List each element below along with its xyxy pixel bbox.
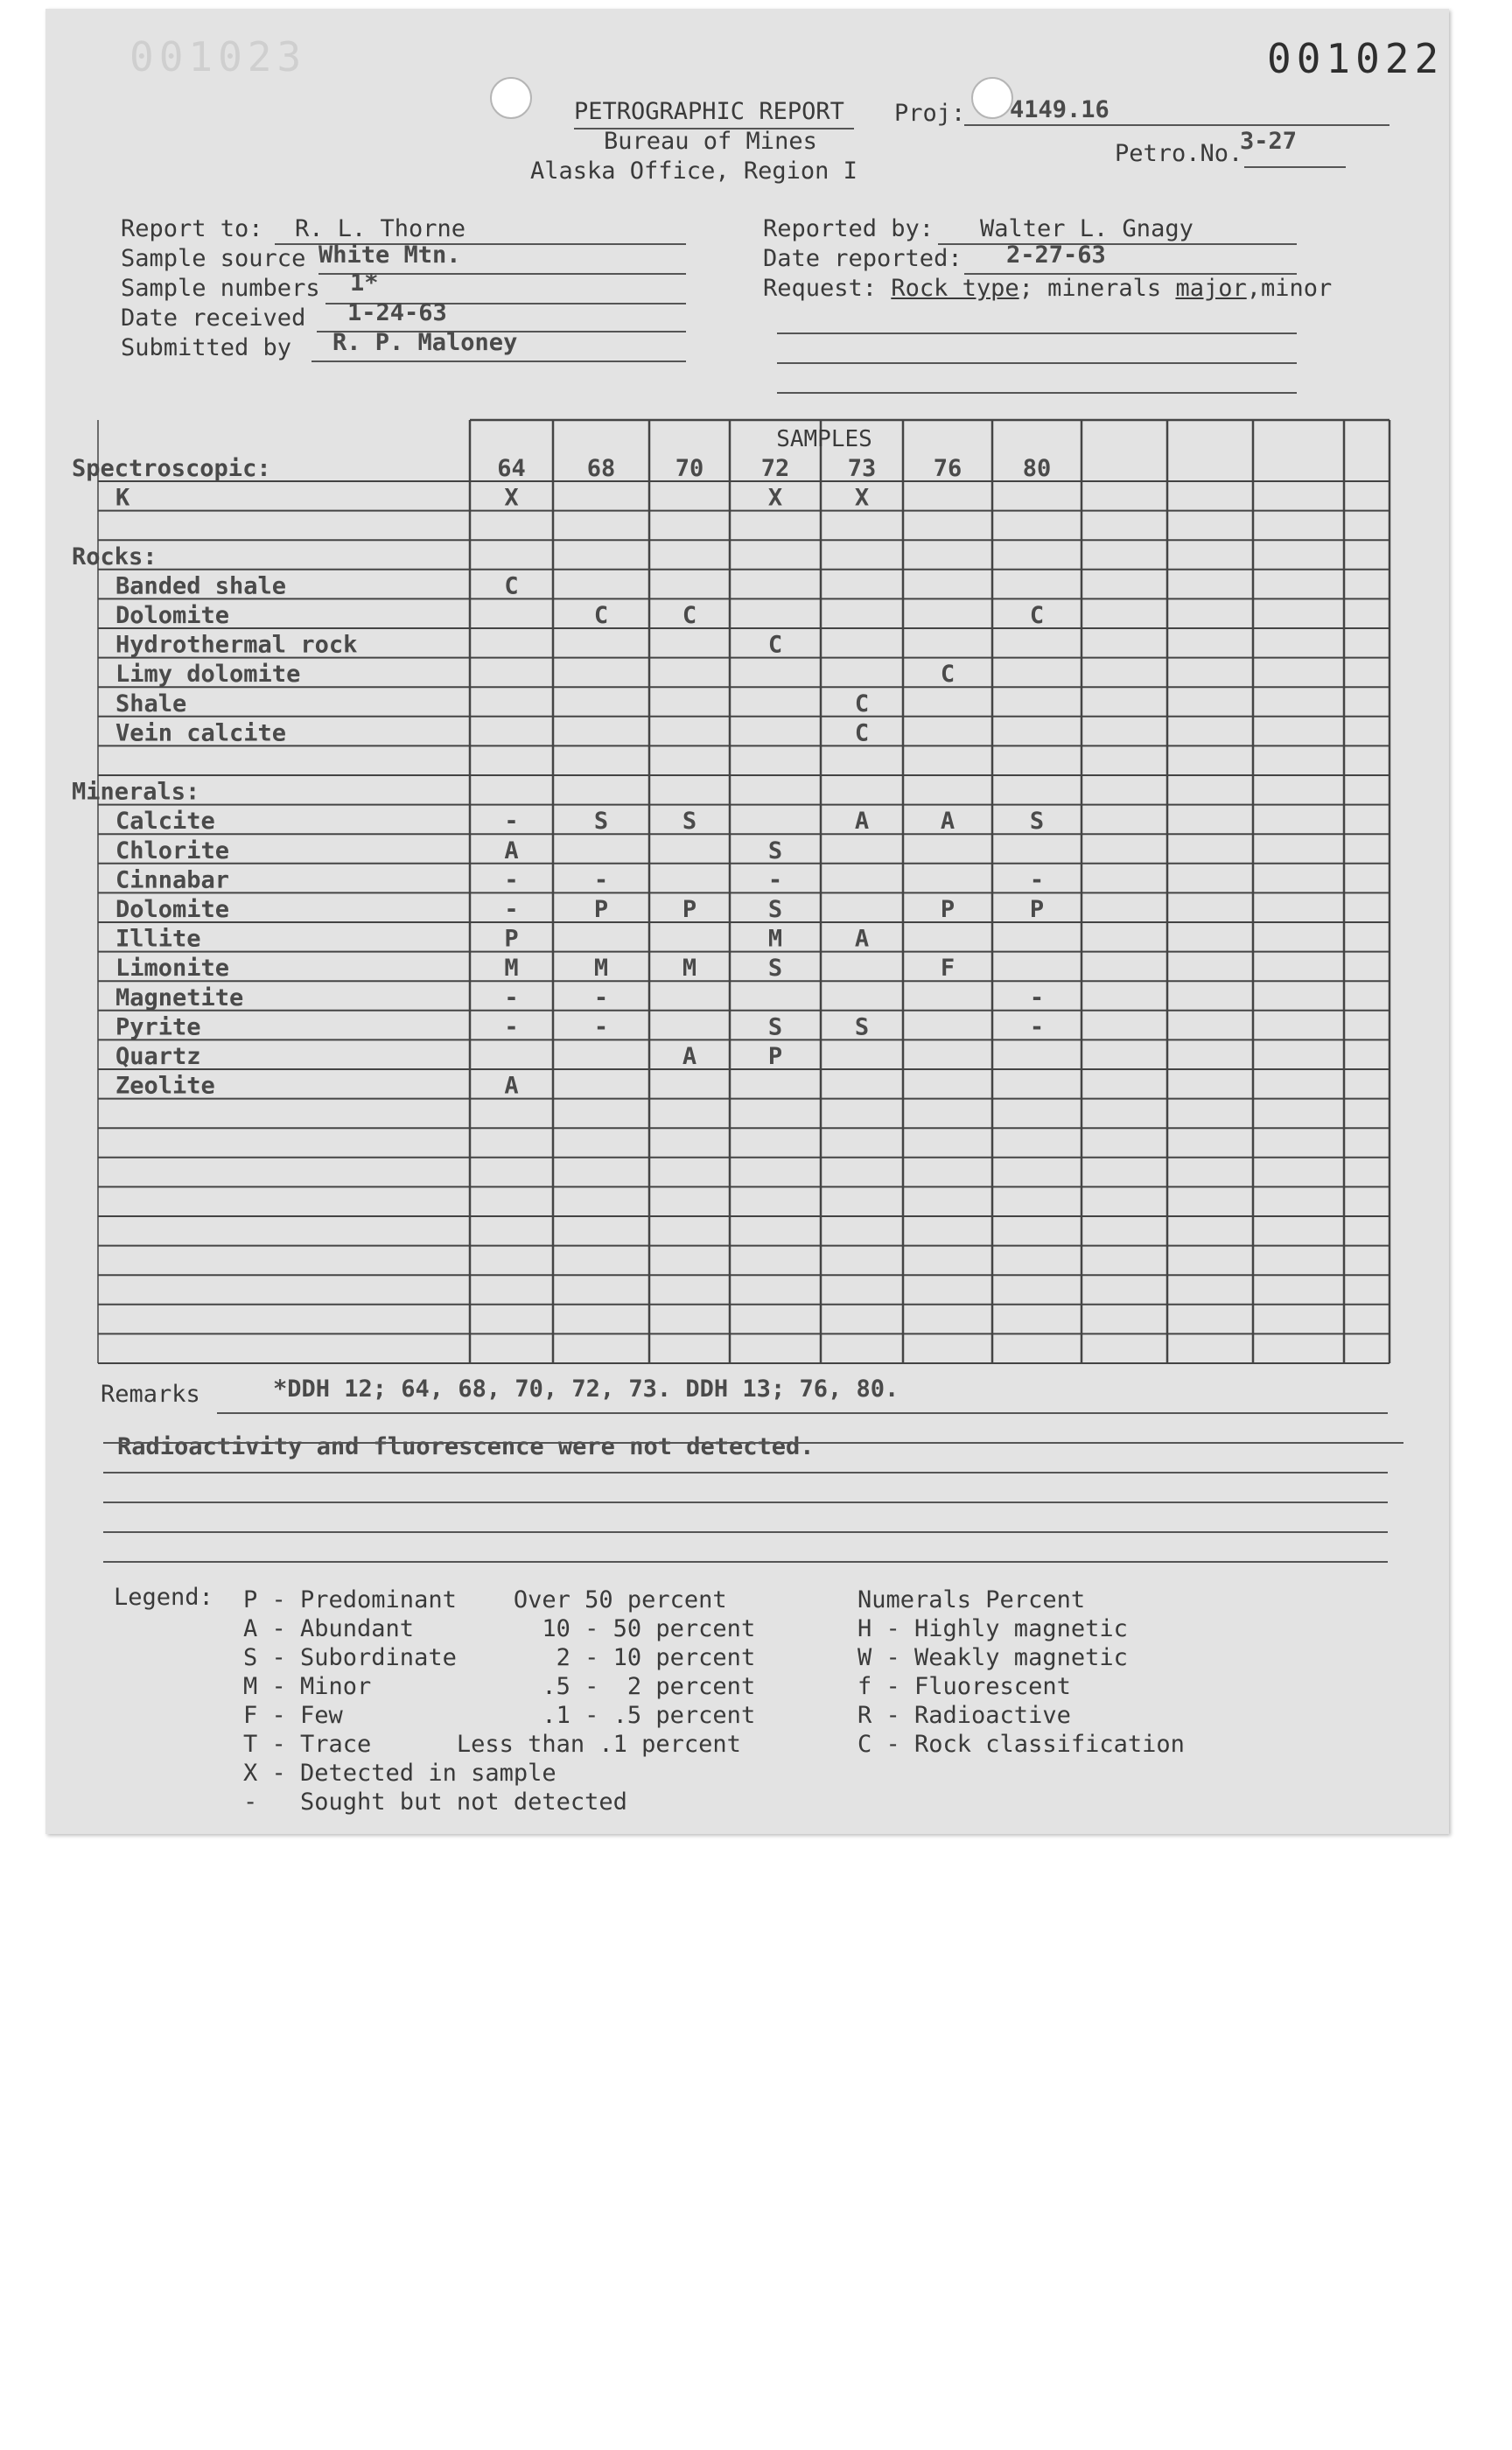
table-cell: C: [940, 661, 956, 689]
remarks-line-1: *DDH 12; 64, 68, 70, 72, 73. DDH 13; 76, 80.: [273, 1376, 900, 1403]
table-cell: M: [593, 955, 609, 983]
table-cell: C: [593, 602, 609, 629]
office-name: Alaska Office, Region I: [530, 158, 858, 185]
report-to-value: R. L. Thorne: [295, 215, 466, 242]
submitted-by-label: Submitted by: [121, 334, 292, 361]
legend-entry: S - Subordinate 2 - 10 percent: [243, 1644, 756, 1671]
legend-entry: A - Abundant 10 - 50 percent: [243, 1615, 756, 1642]
legend-entry: Numerals Percent: [858, 1586, 1086, 1614]
row-label: Vein calcite: [116, 719, 287, 747]
table-cell: -: [504, 896, 519, 923]
request-mid: ; minerals: [1018, 275, 1176, 302]
petro-value: 3-27: [1240, 128, 1298, 155]
row-label: Shale: [116, 690, 187, 718]
table-cell: 64: [497, 455, 526, 482]
row-label: Quartz: [116, 1043, 201, 1070]
table-cell: A: [682, 1043, 697, 1070]
row-label: Dolomite: [116, 896, 230, 923]
sample-source-label: Sample source: [121, 245, 306, 272]
table-cell: -: [1029, 984, 1045, 1012]
table-cell: -: [767, 866, 783, 894]
table-cell: P: [593, 896, 609, 923]
table-cell: S: [593, 808, 609, 836]
table-cell: -: [593, 1013, 609, 1041]
report-title: PETROGRAPHIC REPORT: [574, 98, 844, 125]
table-cell: 73: [847, 455, 877, 482]
table-cell: S: [1029, 808, 1045, 836]
table-cell: C: [854, 719, 870, 747]
row-label: Illite: [116, 925, 201, 953]
remarks-label: Remarks: [101, 1381, 200, 1408]
table-cell: M: [504, 955, 519, 983]
ghost-document-number: 001023: [130, 33, 307, 80]
table-cell: -: [504, 1013, 519, 1041]
row-label: Cinnabar: [116, 866, 230, 894]
document-number: 001022: [1267, 35, 1445, 82]
row-label: Limonite: [116, 955, 230, 983]
report-sheet: [46, 9, 1449, 1834]
table-cell: P: [940, 896, 956, 923]
legend-entry: C - Rock classification: [858, 1731, 1185, 1758]
row-label: Hydrothermal rock: [116, 631, 358, 659]
request-label: Request:: [763, 275, 878, 302]
row-label: Magnetite: [116, 984, 244, 1012]
table-cell: P: [504, 925, 519, 953]
legend-entry: - Sought but not detected: [243, 1788, 627, 1816]
legend-entry: F - Few .1 - .5 percent: [243, 1702, 756, 1729]
report-to-label: Report to:: [121, 215, 263, 242]
sample-numbers-label: Sample numbers: [121, 275, 320, 302]
row-label: Calcite: [116, 808, 215, 836]
table-cell: -: [504, 808, 519, 836]
row-label: Pyrite: [116, 1013, 201, 1041]
legend-label: Legend:: [114, 1584, 214, 1611]
table-cell: S: [854, 1013, 870, 1041]
table-cell: S: [767, 1013, 783, 1041]
table-cell: 68: [586, 455, 616, 482]
section-label: Minerals:: [72, 778, 200, 806]
row-label: K: [116, 484, 130, 512]
legend-entry: X - Detected in sample: [243, 1760, 556, 1787]
legend-entry: P - Predominant Over 50 percent: [243, 1586, 727, 1614]
date-reported-label: Date reported:: [763, 245, 962, 272]
table-cell: S: [682, 808, 697, 836]
table-cell: -: [1029, 1013, 1045, 1041]
row-label: Dolomite: [116, 602, 230, 629]
legend-right-column: [858, 1586, 1185, 1759]
reported-by-value: Walter L. Gnagy: [980, 215, 1194, 242]
table-cell: X: [504, 484, 519, 512]
table-cell: X: [767, 484, 783, 512]
row-label: Zeolite: [116, 1072, 215, 1100]
request-major: major: [1175, 275, 1247, 302]
table-cell: S: [767, 836, 783, 864]
legend-entry: W - Weakly magnetic: [858, 1644, 1128, 1671]
date-received-value: 1-24-63: [347, 299, 447, 326]
table-cell: -: [1029, 866, 1045, 894]
row-label: Limy dolomite: [116, 661, 301, 689]
table-cell: 70: [675, 455, 704, 482]
section-label: Rocks:: [72, 542, 158, 570]
agency-name: Bureau of Mines: [604, 128, 817, 155]
table-cell: C: [854, 690, 870, 718]
samples-header: SAMPLES: [776, 426, 872, 452]
table-cell: A: [504, 836, 519, 864]
legend-entry: R - Radioactive: [858, 1702, 1071, 1729]
table-cell: -: [593, 984, 609, 1012]
table-cell: A: [940, 808, 956, 836]
table-cell: C: [767, 631, 783, 659]
table-cell: 72: [760, 455, 790, 482]
row-label: Chlorite: [116, 836, 230, 864]
table-cell: M: [767, 925, 783, 953]
table-cell: A: [854, 808, 870, 836]
request-minor: ,minor: [1246, 275, 1333, 302]
submitted-by-value: R. P. Maloney: [332, 329, 518, 356]
table-cell: P: [767, 1043, 783, 1070]
proj-value: 4149.16: [1010, 96, 1110, 123]
request-rock-type: Rock type: [891, 275, 1019, 302]
table-cell: C: [1029, 602, 1045, 629]
remarks-line-2: Radioactivity and fluorescence were not detected.: [117, 1433, 815, 1460]
table-cell: C: [682, 602, 697, 629]
table-cell: A: [854, 925, 870, 953]
table-cell: M: [682, 955, 697, 983]
table-cell: -: [504, 866, 519, 894]
table-cell: -: [593, 866, 609, 894]
proj-label: Proj:: [894, 100, 966, 127]
table-cell: S: [767, 896, 783, 923]
legend-left-column: [243, 1586, 755, 1816]
table-cell: P: [1029, 896, 1045, 923]
section-label: Spectroscopic:: [72, 455, 271, 482]
table-cell: -: [504, 984, 519, 1012]
table-cell: F: [940, 955, 956, 983]
table-cell: P: [682, 896, 697, 923]
petro-label: Petro.No.: [1115, 140, 1243, 167]
table-cell: 80: [1022, 455, 1052, 482]
table-cell: A: [504, 1072, 519, 1100]
date-received-label: Date received: [121, 304, 306, 332]
reported-by-label: Reported by:: [763, 215, 934, 242]
row-label: Banded shale: [116, 572, 287, 600]
date-reported-value: 2-27-63: [1006, 242, 1106, 269]
table-cell: 76: [933, 455, 962, 482]
legend-entry: T - Trace Less than .1 percent: [243, 1731, 741, 1758]
table-cell: C: [504, 572, 519, 600]
legend-entry: f - Fluorescent: [858, 1673, 1071, 1700]
table-cell: X: [854, 484, 870, 512]
table-cell: S: [767, 955, 783, 983]
sample-numbers-value: 1*: [350, 270, 379, 297]
legend-entry: H - Highly magnetic: [858, 1615, 1128, 1642]
sample-source-value: White Mtn.: [318, 242, 461, 269]
legend-entry: M - Minor .5 - 2 percent: [243, 1673, 756, 1700]
